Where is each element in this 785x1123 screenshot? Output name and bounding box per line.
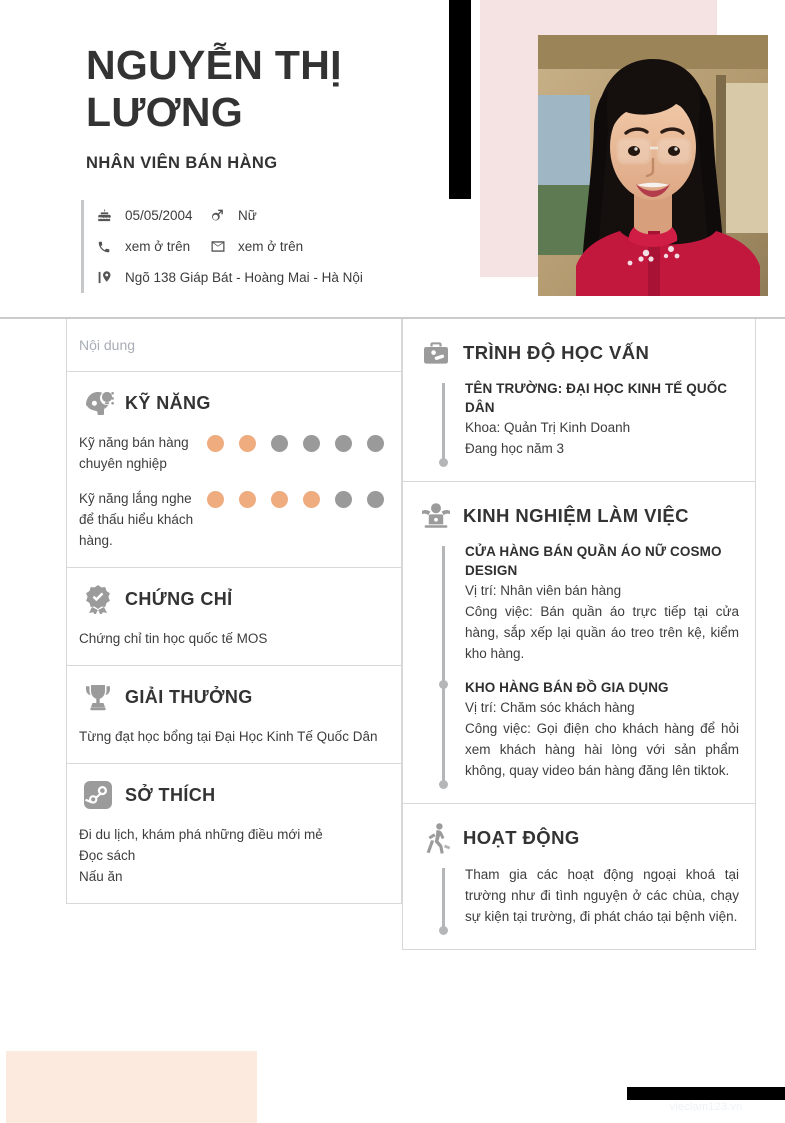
timeline-line (442, 546, 445, 781)
full-name-line-1: NGUYỄN THỊ (86, 42, 342, 88)
badge-check-icon (79, 582, 117, 616)
rating-dot[interactable] (367, 435, 384, 452)
full-name-line-2: LƯƠNG (86, 89, 244, 135)
rating-dot[interactable] (239, 491, 256, 508)
envelope-icon (210, 238, 232, 256)
volunteer-worker-icon (415, 820, 457, 856)
left-column (0, 319, 402, 1059)
footer-watermark: vieclam123.vn (669, 1101, 743, 1113)
contact-email (210, 238, 303, 256)
experience-position: Vị trí: Nhân viên bán hàng (465, 583, 622, 598)
section-awards-title: GIẢI THƯỞNG (125, 686, 253, 707)
contact-gender (210, 207, 257, 225)
rating-dot[interactable] (207, 491, 224, 508)
decor-peach-rectangle (6, 1051, 257, 1123)
footer-black-bar (627, 1087, 785, 1100)
timeline-rail (437, 542, 453, 791)
skill-rating-dots[interactable] (207, 432, 384, 452)
head-lightbulb-icon (79, 386, 117, 420)
section-skills-title: KỸ NĂNG (125, 392, 211, 413)
timeline-dot (439, 926, 448, 935)
skill-item (79, 488, 389, 551)
hobby-line: Đi du lịch, khám phá những điều mới mẻ (79, 827, 323, 842)
timeline-line (442, 383, 445, 459)
cv-header (0, 0, 785, 319)
section-skills-header (79, 386, 389, 420)
timeline-line (442, 868, 445, 927)
education-timeline (415, 379, 739, 469)
contact-phone (97, 238, 210, 256)
briefcase-icon (415, 335, 457, 371)
rating-dot[interactable] (303, 491, 320, 508)
section-certificates (67, 568, 401, 666)
trophy-icon (79, 680, 117, 714)
timeline-rail (437, 379, 453, 469)
rating-dot[interactable] (335, 491, 352, 508)
experience-company: CỬA HÀNG BÁN QUẦN ÁO NỮ COSMO DESIGN (465, 544, 722, 578)
contact-gender-value: Nữ (238, 208, 257, 223)
section-experience-header (415, 498, 739, 534)
section-experience (403, 482, 755, 804)
activities-timeline (415, 864, 739, 937)
timeline-dot (439, 680, 448, 689)
contact-address (97, 269, 363, 287)
experience-entry (465, 678, 739, 781)
experience-description: Công việc: Gọi điện cho khách hàng để hỏi xem khách hàng hài lòng với sản phẩm không, quay video bán hàng đăng lên tiktok. (465, 721, 739, 778)
education-status: Đang học năm 3 (465, 441, 565, 456)
experience-description: Công việc: Bán quần áo trực tiếp tại cửa hàng, sắp xếp lại quần áo treo trên kệ, kiểm kho hàng. (465, 604, 739, 661)
section-education-header (415, 335, 739, 371)
section-skills (67, 372, 401, 568)
hobby-line: Nấu ăn (79, 869, 123, 884)
contact-row-address (97, 262, 441, 293)
experience-position: Vị trí: Chăm sóc khách hàng (465, 700, 635, 715)
activities-entry (465, 864, 739, 927)
hobbies-text (79, 824, 389, 887)
skill-name: Kỹ năng lắng nghe để thấu hiểu khách hàng. (79, 491, 194, 548)
section-certificates-title: CHỨNG CHỈ (125, 588, 233, 609)
experience-entry (465, 542, 739, 664)
awards-text: Từng đạt học bổng tại Đại Học Kinh Tế Quốc Dân (79, 729, 378, 744)
timeline-dot (439, 780, 448, 789)
hobby-line: Đọc sách (79, 848, 136, 863)
education-entries (453, 379, 739, 469)
rating-dot[interactable] (239, 435, 256, 452)
name-block (86, 42, 436, 173)
skill-rating-dots[interactable] (207, 488, 384, 508)
person-laptop-icon (415, 498, 457, 534)
rating-dot[interactable] (207, 435, 224, 452)
section-education-title: TRÌNH ĐỘ HỌC VẤN (463, 342, 650, 363)
section-education (403, 319, 755, 482)
rating-dot[interactable] (271, 435, 288, 452)
section-hobbies (67, 764, 401, 904)
content-note-placeholder: Nội dung (79, 337, 136, 353)
steam-icon (79, 778, 117, 812)
timeline-dot (439, 458, 448, 467)
section-hobbies-title: SỞ THÍCH (125, 784, 216, 805)
contact-phone-value: xem ở trên (125, 239, 191, 254)
certificates-text: Chứng chỉ tin học quốc tế MOS (79, 631, 268, 646)
cake-icon (97, 207, 119, 225)
section-awards-header (79, 680, 389, 714)
activities-text: Tham gia các hoạt động ngoại khoá tại trường như đi tình nguyện ở các chùa, chạy sự kiện tại trường, đi phát cháo tại bệnh viện. (465, 867, 739, 924)
rating-dot[interactable] (303, 435, 320, 452)
contact-row-birth-gender (97, 200, 441, 231)
contact-birthday-value: 05/05/2004 (125, 208, 193, 223)
skill-item (79, 432, 389, 474)
gender-icon (210, 207, 232, 225)
timeline-rail (437, 864, 453, 937)
activities-entries (453, 864, 739, 937)
skill-name: Kỹ năng bán hàng chuyên nghiệp (79, 435, 189, 471)
rating-dot[interactable] (271, 491, 288, 508)
contact-birthday (97, 207, 210, 225)
page-title (86, 42, 436, 136)
contact-row-phone-email (97, 231, 441, 262)
section-certificates-header (79, 582, 389, 616)
contact-address-value: Ngõ 138 Giáp Bát - Hoàng Mai - Hà Nội (125, 270, 363, 285)
rating-dot[interactable] (367, 491, 384, 508)
avatar (538, 35, 768, 296)
experience-timeline (415, 542, 739, 791)
experience-entries (453, 542, 739, 791)
section-activities (403, 804, 755, 949)
content-note-field[interactable] (67, 319, 401, 372)
section-experience-title: KINH NGHIỆM LÀM VIỆC (463, 505, 689, 526)
section-awards (67, 666, 401, 764)
rating-dot[interactable] (335, 435, 352, 452)
education-school: TÊN TRƯỜNG: ĐẠI HỌC KINH TẾ QUỐC DÂN (465, 381, 728, 415)
contact-email-value: xem ở trên (238, 239, 304, 254)
decor-black-bar (449, 0, 471, 199)
education-major: Khoa: Quản Trị Kinh Doanh (465, 420, 631, 435)
portrait-photo (538, 35, 768, 296)
education-entry (465, 379, 739, 459)
experience-company: KHO HÀNG BÁN ĐỒ GIA DỤNG (465, 680, 669, 695)
cv-body (0, 319, 785, 1059)
section-activities-header (415, 820, 739, 856)
right-column (402, 319, 785, 1059)
job-title: NHÂN VIÊN BÁN HÀNG (86, 154, 278, 172)
section-activities-title: HOẠT ĐỘNG (463, 827, 580, 848)
contact-block (81, 200, 441, 293)
phone-icon (97, 238, 119, 256)
map-marker-icon (97, 269, 119, 287)
section-hobbies-header (79, 778, 389, 812)
